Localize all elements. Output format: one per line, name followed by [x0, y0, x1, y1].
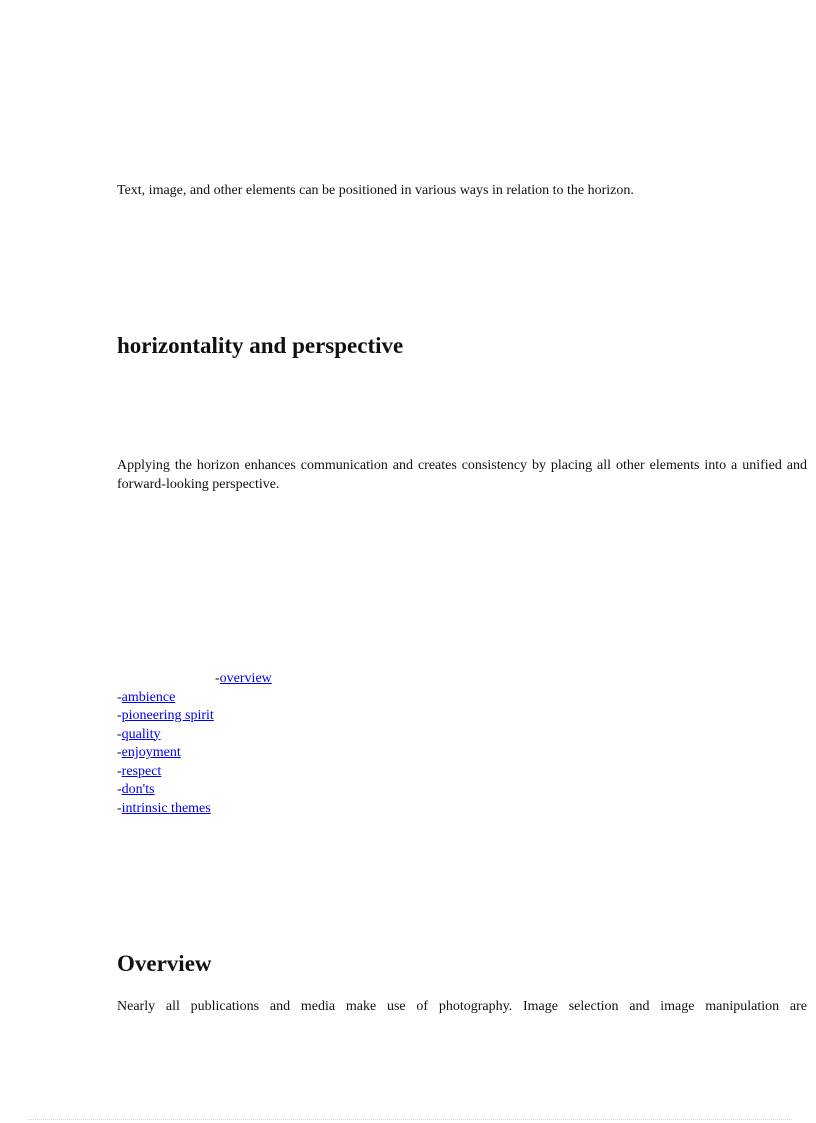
nav-dash: - — [117, 745, 122, 760]
nav-dash: - — [117, 726, 122, 742]
page-bottom-divider — [28, 1119, 792, 1120]
nav-item-ambience — [117, 689, 417, 708]
nav-dash: - — [215, 671, 220, 686]
nav-link-overview[interactable]: overview — [219, 671, 272, 686]
horizontality-paragraph: Applying the horizon enhances communication and creates consistency by placing all other elements into a unified and forward-looking perspective. — [117, 458, 807, 492]
nav-link-quality[interactable]: quality — [121, 726, 161, 742]
section-heading-overview: Overview — [117, 951, 212, 976]
nav-item-overview — [117, 670, 417, 689]
nav-dash: - — [117, 800, 122, 816]
overview-paragraph: Nearly all publications and media make use of photography. Image selection and image manipulation are — [117, 999, 807, 1014]
nav-link-ambience[interactable]: ambience — [121, 689, 176, 705]
nav-item-respect — [117, 763, 417, 782]
nav-item-enjoyment — [117, 744, 417, 763]
nav-link-intrinsic-themes[interactable]: intrinsic themes — [121, 800, 211, 816]
section-heading-horizontality: horizontality and perspective — [117, 333, 404, 358]
nav-item-donts — [117, 781, 417, 800]
intro-paragraph: Text, image, and other elements can be positioned in various ways in relation to the horizon. — [117, 183, 634, 198]
nav-dash: - — [117, 689, 122, 705]
nav-dash: - — [117, 782, 122, 797]
nav-dash: - — [117, 708, 122, 723]
section-navigation — [117, 670, 417, 818]
nav-link-enjoyment[interactable]: enjoyment — [121, 745, 181, 760]
nav-link-respect[interactable]: respect — [121, 763, 162, 779]
nav-item-quality — [117, 726, 417, 745]
nav-item-intrinsic-themes — [117, 800, 417, 819]
nav-item-pioneering-spirit — [117, 707, 417, 726]
nav-link-pioneering-spirit[interactable]: pioneering spirit — [121, 708, 214, 723]
nav-dash: - — [117, 763, 122, 779]
nav-link-donts[interactable]: don'ts — [121, 782, 155, 797]
